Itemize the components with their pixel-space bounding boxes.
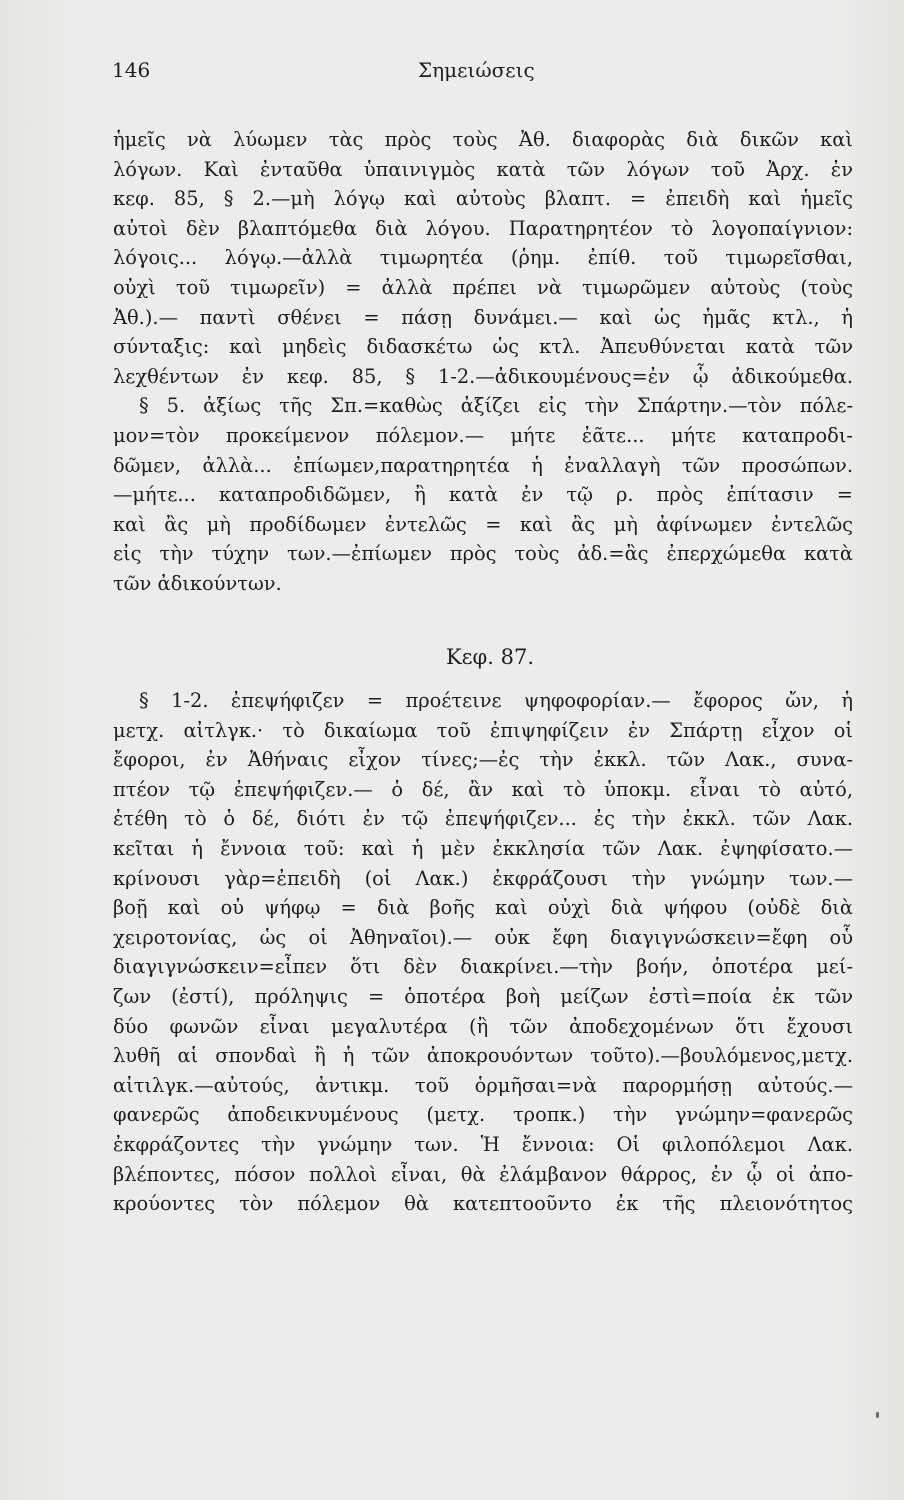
- text-line: λεχθέντων ἐν κεφ. 85, § 1-2.—ἀδικουμένους=ἐν ᾧ ἀδικούμεθα.: [113, 364, 853, 388]
- text-line: βοῇ καὶ οὐ ψήφῳ = διὰ βοῆς καὶ οὐχὶ διὰ ψήφου (οὐδὲ διὰ: [113, 896, 853, 920]
- text-line: ἔφοροι, ἐν Ἀθήναις εἶχον τίνες;—ἐς τὴν ἐκκλ. τῶν Λακ., συνα-: [113, 748, 853, 772]
- text-line: αὐτοὶ δὲν βλαπτόμεθα διὰ λόγου. Παρατηρητέον τὸ λογοπαίγνιον:: [113, 216, 853, 240]
- text-line: εἰς τὴν τύχην των.—ἐπίωμεν πρὸς τοὺς ἀδ.=ἂς ἐπερχώμεθα κατὰ: [113, 542, 853, 566]
- notes-paragraph-chapter-87: [113, 686, 853, 1219]
- text-line: τῶν ἀδικούντων.: [113, 571, 282, 595]
- running-title: Σημειώσεις: [418, 58, 535, 82]
- text-line: κεφ. 85, § 2.—μὴ λόγῳ καὶ αὐτοὺς βλαπτ. = ἐπειδὴ καὶ ἡμεῖς: [113, 187, 853, 211]
- text-line: —μήτε... καταπροδιδῶμεν, ἢ κατὰ ἐν τῷ ρ. πρὸς ἐπίτασιν =: [113, 483, 853, 507]
- text-line: ἐκφράζοντες τὴν γνώμην των. Ἡ ἔννοια: Οἱ φιλοπόλεμοι Λακ.: [113, 1133, 853, 1156]
- text-line: διαγιγνώσκειν=εἶπεν ὅτι δὲν διακρίνει.—τὴν βοήν, ὁποτέρα μεί-: [113, 955, 853, 979]
- text-line: φανερῶς ἀποδεικνυμένους (μετχ. τροπκ.) τὴν γνώμην=φανερῶς: [113, 1103, 853, 1127]
- text-line: ἐτέθη τὸ ὁ δέ, διότι ἐν τῷ ἐπεψήφιζεν... ἐς τὴν ἐκκλ. τῶν Λακ.: [113, 807, 853, 831]
- text-line: § 1-2. ἐπεψήφιζεν = προέτεινε ψηφοφορίαν.— ἔφορος ὤν, ἡ: [139, 689, 853, 713]
- text-line: αἰτιλγκ.—αὐτούς, ἀντικμ. τοῦ ὁρμῆσαι=νὰ παρορμήσῃ αὐτούς.—: [113, 1073, 853, 1097]
- notes-paragraph-chapter-86: [113, 125, 853, 599]
- print-speck: [876, 1412, 879, 1418]
- text-line: καὶ ἂς μὴ προδίδωμεν ἐντελῶς = καὶ ἂς μὴ ἀφίνωμεν ἐντελῶς: [113, 512, 853, 536]
- body-text: [113, 125, 853, 1219]
- text-line: κεῖται ἡ ἔννοια τοῦ: καὶ ἡ μὲν ἐκκλησία τῶν Λακ. ἐψηφίσατο.—: [113, 837, 853, 861]
- text-line: σύνταξις: καὶ μηδεὶς διδασκέτω ὡς κτλ. Ἀπευθύνεται κατὰ τῶν: [113, 335, 853, 359]
- text-line: λυθῆ αἱ σπονδαὶ ἢ ἡ τῶν ἀποκρουόντων τοῦτο).—βουλόμενος,μετχ.: [113, 1044, 853, 1068]
- running-head: [100, 58, 840, 88]
- text-line: λόγων. Καὶ ἐνταῦθα ὑπαινιγμὸς κατὰ τῶν λόγων τοῦ Ἀρχ. ἐν: [113, 157, 853, 181]
- page-number: 146: [112, 58, 151, 82]
- text-line: πτέον τῷ ἐπεψήφιζεν.— ὁ δέ, ἂν καὶ τὸ ὑποκμ. εἶναι τὸ αὐτό,: [113, 777, 853, 801]
- text-line: κρίνουσι γὰρ=ἐπειδὴ (οἱ Λακ.) ἐκφράζουσι τὴν γνώμην των.—: [113, 866, 853, 890]
- text-line: βλέποντες, πόσον πολλοὶ εἶναι, θὰ ἐλάμβανον θάρρος, ἐν ᾧ οἱ ἀπο-: [113, 1162, 853, 1186]
- chapter-heading: Κεφ. 87.: [445, 644, 535, 669]
- text-line: χειροτονίας, ὡς οἱ Ἀθηναῖοι).— οὐκ ἔφη διαγιγνώσκειν=ἔφη οὗ: [113, 925, 853, 949]
- text-line: μον=τὸν προκείμενον πόλεμον.— μήτε ἐᾶτε... μήτε καταπροδι-: [113, 423, 853, 447]
- text-line: Ἀθ.).— παντὶ σθένει = πάσῃ δυνάμει.— καὶ ὡς ἡμᾶς κτλ., ἡ: [113, 305, 853, 329]
- text-line: ἡμεῖς νὰ λύωμεν τὰς πρὸς τοὺς Ἀθ. διαφορὰς διὰ δικῶν καὶ: [113, 128, 853, 151]
- text-line: μετχ. αἰτλγκ.· τὸ δικαίωμα τοῦ ἐπιψηφίζειν ἐν Σπάρτῃ εἶχον οἱ: [113, 718, 853, 742]
- text-line: λόγοις... λόγῳ.—ἀλλὰ τιμωρητέα (ῥημ. ἐπίθ. τοῦ τιμωρεῖσθαι,: [113, 246, 853, 270]
- text-line: δύο φωνῶν εἶναι μεγαλυτέρα (ἢ τῶν ἀποδεχομένων ὅτι ἔχουσι: [113, 1014, 853, 1038]
- text-line: κρούοντες τὸν πόλεμον θὰ κατεπτοοῦντο ἐκ τῆς πλειονότητος: [113, 1192, 853, 1216]
- text-line: οὐχὶ τοῦ τιμωρεῖν) = ἀλλὰ πρέπει νὰ τιμωρῶμεν αὐτοὺς (τοὺς: [113, 275, 853, 299]
- text-line: ζων (ἐστί), πρόληψις = ὁποτέρα βοὴ μείζων ἐστὶ=ποία ἐκ τῶν: [113, 985, 853, 1009]
- text-line: δῶμεν, ἀλλὰ... ἐπίωμεν,παρατηρητέα ἡ ἐναλλαγὴ τῶν προσώπων.: [113, 453, 853, 477]
- text-line: § 5. ἀξίως τῆς Σπ.=καθὼς ἀξίζει εἰς τὴν Σπάρτην.—τὸν πόλε-: [139, 394, 853, 418]
